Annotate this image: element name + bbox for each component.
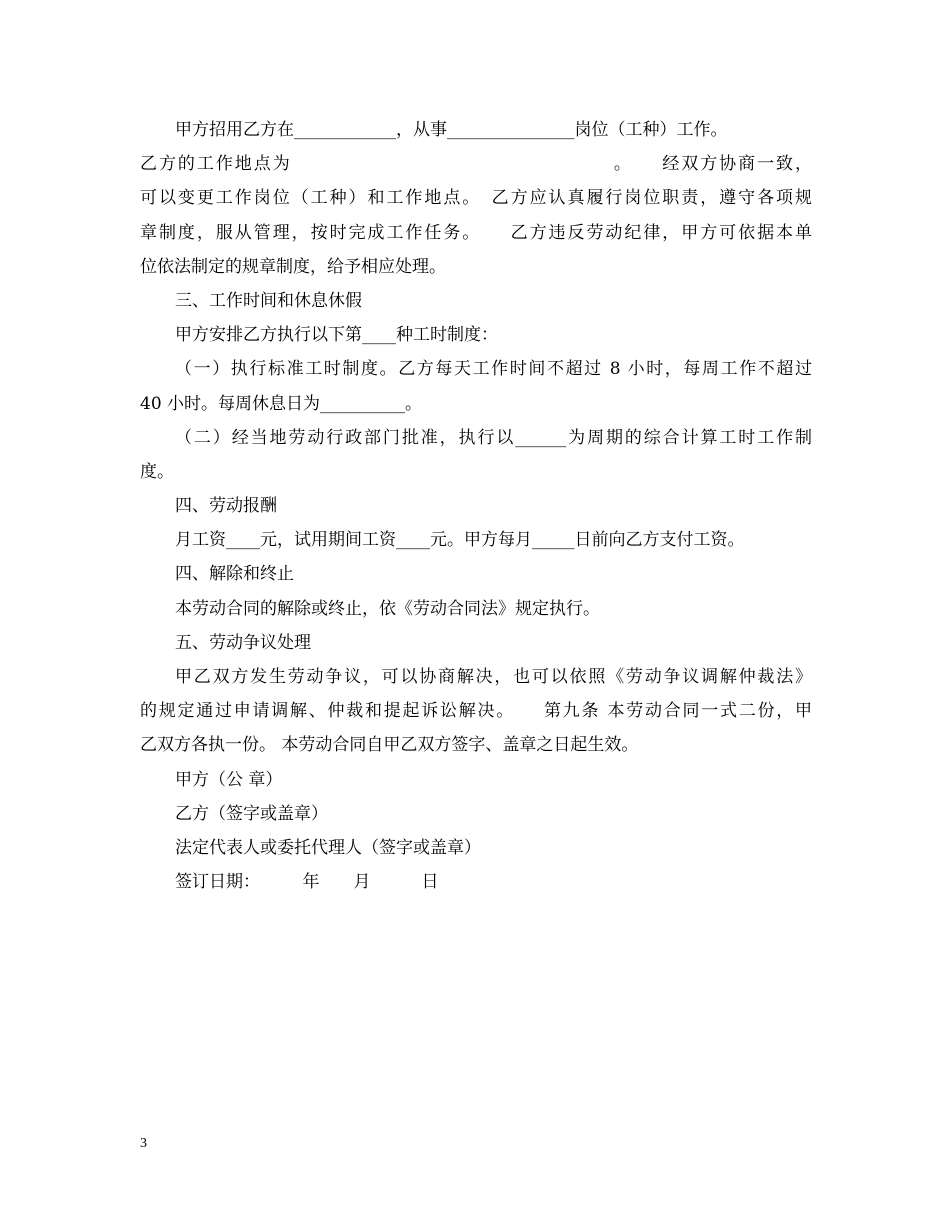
paragraph-line: 本劳动合同的解除或终止，依《劳动合同法》规定执行。 xyxy=(175,598,600,619)
signature-line-party-a: 甲方（公 章） xyxy=(175,769,283,790)
section-heading: 四、解除和终止 xyxy=(175,564,294,585)
signing-date-line: 签订日期： 年 月 日 xyxy=(175,872,439,893)
paragraph-line: 的规定通过申请调解、仲裁和提起诉讼解决。 第九条 本劳动合同一式二份，甲 xyxy=(140,701,812,722)
signature-line-representative: 法定代表人或委托代理人（签字或盖章） xyxy=(175,837,481,858)
paragraph-line: （一）执行标准工时制度。乙方每天工作时间不超过 8 小时，每周工作不超过 xyxy=(175,359,812,380)
section-heading: 五、劳动争议处理 xyxy=(175,632,311,653)
section-heading: 四、劳动报酬 xyxy=(175,496,277,517)
paragraph-line: （二）经当地劳动行政部门批准，执行以______为周期的综合计算工时工作制 xyxy=(175,427,812,448)
paragraph-line: 月工资____元，试用期间工资____元。甲方每月_____日前向乙方支付工资。 xyxy=(175,530,745,551)
paragraph-line: 乙方的工作地点为 。 经双方协商一致， xyxy=(140,154,812,175)
section-heading: 三、工作时间和休息休假 xyxy=(175,290,362,311)
contract-body xyxy=(140,113,812,899)
paragraph-line: 甲方招用乙方在____________，从事_______________岗位（工种）工作。 xyxy=(175,120,728,140)
paragraph-line: 甲乙双方发生劳动争议，可以协商解决，也可以依照《劳动争议调解仲裁法》 xyxy=(175,667,812,687)
signature-line-party-b: 乙方（签字或盖章） xyxy=(175,803,328,824)
paragraph-line: 位依法制定的规章制度，给予相应处理。 xyxy=(140,256,446,277)
paragraph-line: 甲方安排乙方执行以下第____种工时制度： xyxy=(175,325,498,346)
paragraph-line: 可以变更工作岗位（工种）和工作地点。 乙方应认真履行岗位职责，遵守各项规 xyxy=(140,188,812,209)
paragraph-line: 乙双方各执一份。 本劳动合同自甲乙双方签字、盖章之日起生效。 xyxy=(140,735,639,756)
page-number: 3 xyxy=(140,1136,147,1151)
paragraph-line: 章制度，服从管理，按时完成工作任务。 乙方违反劳动纪律，甲方可依据本单 xyxy=(140,222,812,243)
paragraph-line: 40 小时。每周休息日为__________。 xyxy=(140,393,423,414)
paragraph-line: 度。 xyxy=(140,461,174,482)
